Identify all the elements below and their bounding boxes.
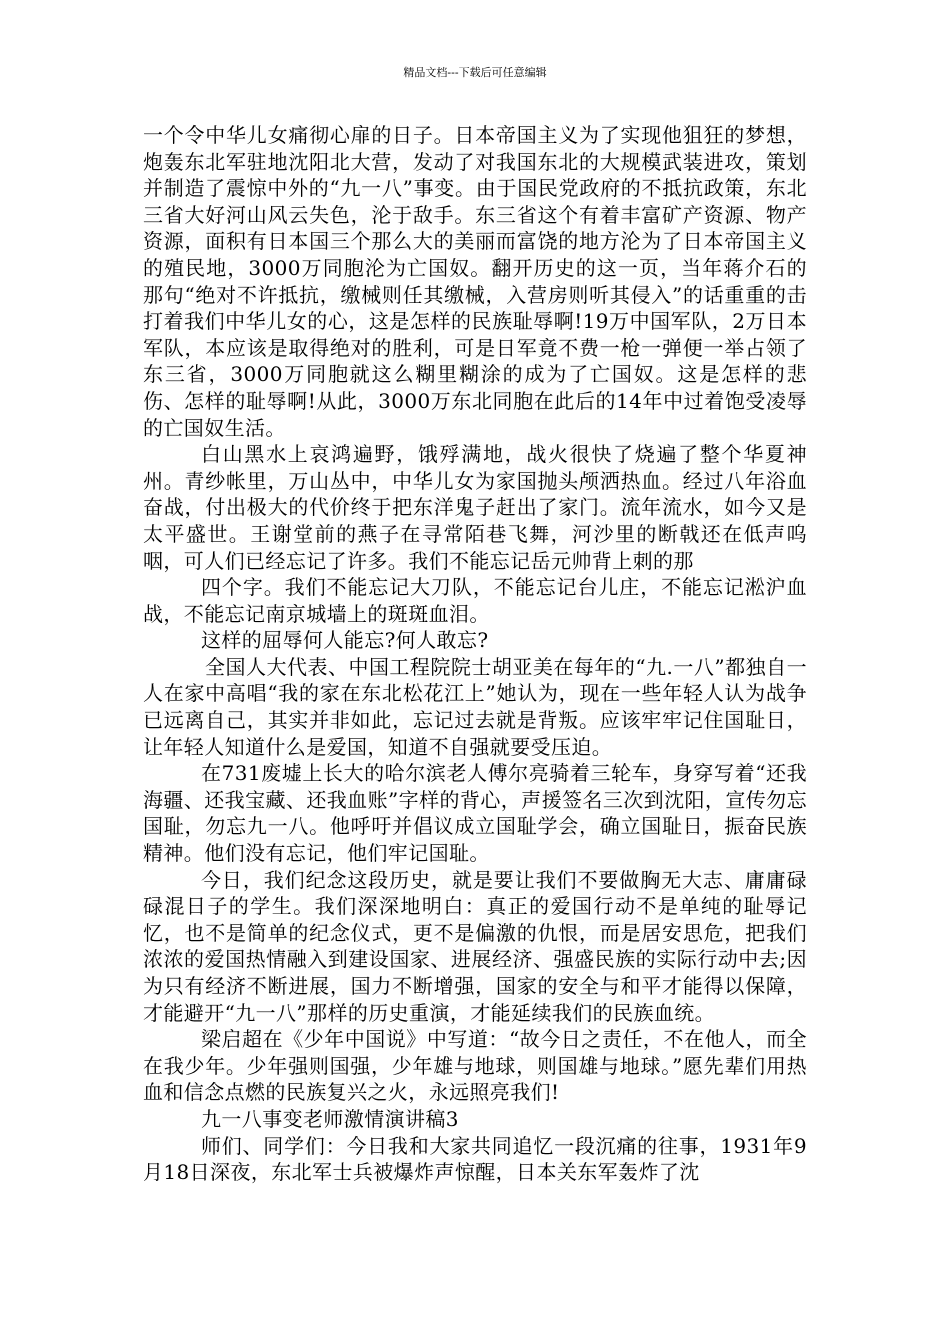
page-header: 精品文档---下载后可任意编辑 xyxy=(403,66,547,79)
paragraph-8: 梁启超在《少年中国说》中写道：“故今日之责任，不在他人，而全在我少年。少年强则国强，少年雄与地球，则国雄与地球。”愿先辈们用热血和信念点燃的民族复兴之火，永远照亮我们! xyxy=(143,1027,807,1105)
paragraph-1: 一个令中华儿女痛彻心扉的日子。日本帝国主义为了实现他狙狂的梦想，炮轰东北军驻地沈阳北大营，发动了对我国东北的大规模武装进攻，策划并制造了震惊中外的“九一八”事变。由于国民党政府的不抵抗政策，东北三省大好河山风云失色，沦于敌手。东三省这个有着丰富矿产资源、物产资源，面积有日本国三个那么大的美丽而富饶的地方沦为了日本帝国主义的殖民地，3000万同胞沦为亡国奴。翻开历史的这一页，当年蒋介石的那句“绝对不许抵抗，缴械则任其缴械，入营房则听其侵入”的话重重的击打着我们中华儿女的心，这是怎样的民族耻辱啊!19万中国军队，2万日本军队，本应该是取得绝对的胜利，可是日军竟不费一枪一弹便一举占领了东三省，3000万同胞就这么糊里糊涂的成为了亡国奴。这是怎样的悲伤、怎样的耻辱啊!从此，3000万东北同胞在此后的14年中过着饱受凌辱的亡国奴生活。 xyxy=(143,123,807,440)
paragraph-2: 白山黑水上哀鸿遍野，饿殍满地，战火很快了烧遍了整个华夏神州。青纱帐里，万山丛中，中华儿女为家国抛头颅洒热血。经过八年浴血奋战，付出极大的代价终于把东洋鬼子赶出了家门。流年流水，如今又是太平盛世。王谢堂前的燕子在寻常陌巷飞舞，河沙里的断戟还在低声呜咽，可人们已经忘记了许多。我们不能忘记岳元帅背上刺的那 xyxy=(143,442,807,573)
paragraph-7: 今日，我们纪念这段历史，就是要让我们不要做胸无大志、庸庸碌碌混日子的学生。我们深深地明白：真正的爱国行动不是单纯的耻辱记忆，也不是简单的纪念仪式，更不是偏激的仇恨，而是居安思危，把我们浓浓的爱国热情融入到建设国家、进展经济、强盛民族的实际行动中去;因为只有经济不断进展，国力不断增强，国家的安全与和平才能得以保障，才能避开“九一八”那样的历史重演，才能延续我们的民族血统。 xyxy=(143,867,807,1025)
paragraph-3: 四个字。我们不能忘记大刀队，不能忘记台儿庄，不能忘记淞沪血战，不能忘记南京城墙上的斑斑血泪。 xyxy=(143,575,807,626)
paragraph-4: 这样的屈辱何人能忘?何人敢忘? xyxy=(201,628,489,653)
document-body xyxy=(143,122,807,1186)
paragraph-6: 在731废墟上长大的哈尔滨老人傅尔亮骑着三轮车，身穿写着“还我海疆、还我宝藏、还我血账”字样的背心，声援签名三次到沈阳，宣传勿忘国耻，勿忘九一八。他呼吁并倡议成立国耻学会，确立国耻日，振奋民族精神。他们没有忘记，他们牢记国耻。 xyxy=(143,761,807,866)
paragraph-9: 师们、同学们：今日我和大家共同追忆一段沉痛的往事，1931年9月18日深夜，东北军士兵被爆炸声惊醒，日本关东军轰炸了沈 xyxy=(143,1133,807,1185)
section-title: 九一八事变老师激情演讲稿3 xyxy=(201,1106,459,1131)
paragraph-5: 全国人大代表、中国工程院院士胡亚美在每年的“九.一八”都独自一人在家中高唱“我的家在东北松花江上”她认为，现在一些年轻人认为战争已远离自己，其实并非如此，忘记过去就是背叛。应该牢牢记住国耻日，让年轻人知道什么是爱国，知道不自强就要受压迫。 xyxy=(143,654,807,759)
